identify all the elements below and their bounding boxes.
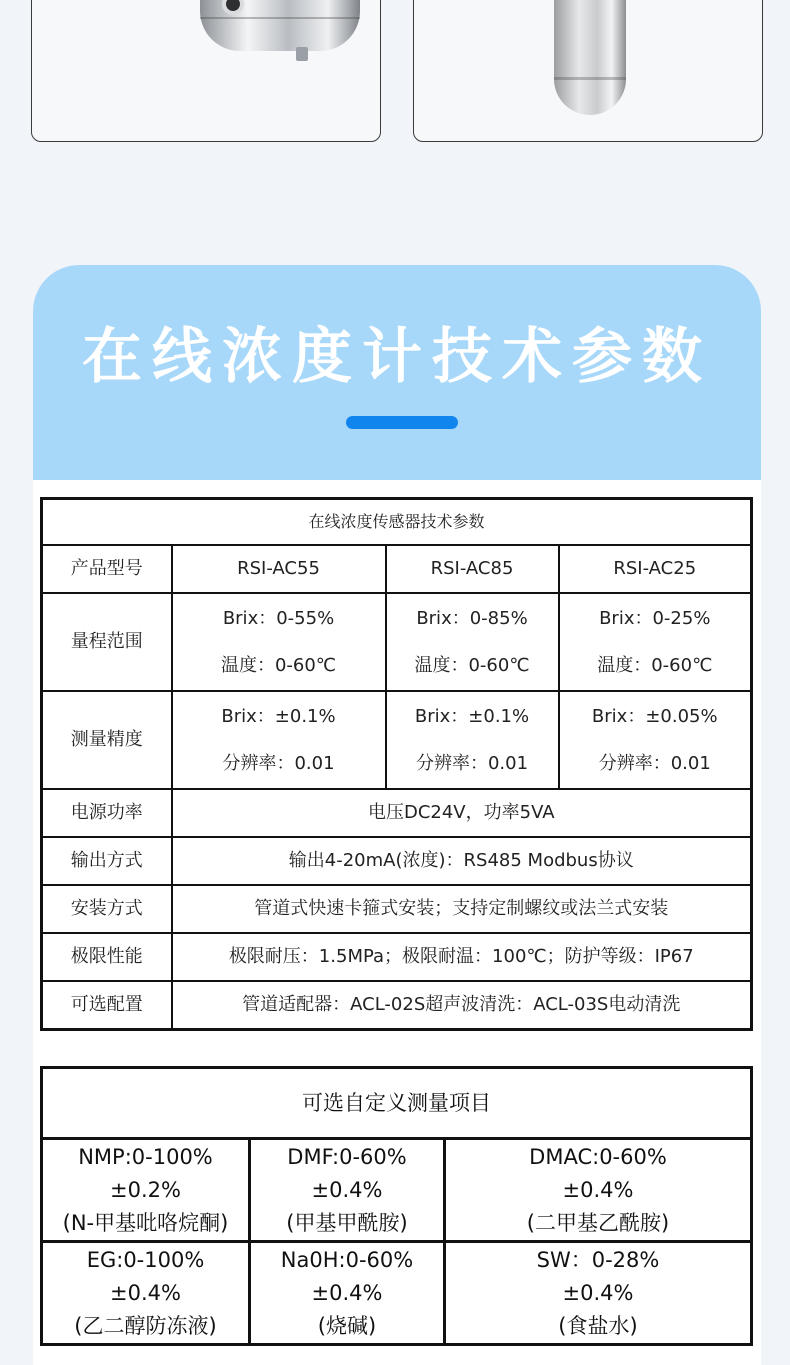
item-name: DMF:0-60% xyxy=(287,1144,407,1169)
limits-value: 极限耐压：1.5MPa；极限耐温：100℃；防护等级：IP67 xyxy=(172,933,752,981)
item-desc: (烧碱) xyxy=(317,1313,377,1338)
output-value: 输出4-20mA(浓度)：RS485 Modbus协议 xyxy=(172,837,752,885)
accuracy-resolution: 分辨率：0.01 xyxy=(415,752,529,774)
item-accuracy: ±0.4% xyxy=(562,1177,634,1202)
sensor-port xyxy=(226,0,240,11)
model-cell: RSI-AC25 xyxy=(559,545,752,593)
table-row xyxy=(42,1242,752,1345)
accuracy-resolution: 分辨率：0.01 xyxy=(222,752,335,774)
table-row xyxy=(42,593,752,691)
accuracy-cell xyxy=(559,691,752,789)
custom-item xyxy=(250,1139,445,1242)
item-accuracy: ±0.4% xyxy=(110,1280,181,1305)
sensor-probe-image xyxy=(200,0,360,51)
options-value: 管道适配器：ACL-02S超声波清洗：ACL-03S电动清洗 xyxy=(172,981,752,1030)
item-accuracy: ±0.4% xyxy=(311,1177,383,1202)
range-brix: Brix：0-25% xyxy=(599,607,711,629)
accuracy-cell xyxy=(172,691,386,789)
custom-table-title: 可选自定义测量项目 xyxy=(42,1068,752,1139)
range-cell xyxy=(559,593,752,691)
item-accuracy: ±0.2% xyxy=(110,1177,181,1202)
custom-item xyxy=(250,1242,445,1345)
row-label-limits: 极限性能 xyxy=(42,933,172,981)
table-row xyxy=(42,933,752,981)
table-row xyxy=(42,545,752,593)
accuracy-resolution: 分辨率：0.01 xyxy=(598,752,711,774)
item-desc: (乙二醇防冻液) xyxy=(74,1313,217,1338)
product-card-right[interactable] xyxy=(413,0,763,142)
sensor-connector xyxy=(296,47,308,61)
item-desc: (食盐水) xyxy=(558,1313,638,1338)
accuracy-cell xyxy=(386,691,559,789)
table-row xyxy=(42,837,752,885)
item-accuracy: ±0.4% xyxy=(562,1280,634,1305)
item-name: Na0H:0-60% xyxy=(280,1247,414,1272)
item-name: EG:0-100% xyxy=(86,1247,205,1272)
table-row xyxy=(42,1139,752,1242)
custom-items-table xyxy=(40,1066,753,1346)
item-accuracy: ±0.4% xyxy=(311,1280,383,1305)
range-brix: Brix：0-55% xyxy=(222,607,335,629)
range-temp: 温度：0-60℃ xyxy=(597,654,713,676)
sensor-rod-image xyxy=(554,0,626,115)
table-row xyxy=(42,789,752,837)
custom-item xyxy=(42,1139,250,1242)
custom-item xyxy=(445,1242,752,1345)
accuracy-brix: Brix：±0.05% xyxy=(591,705,718,727)
range-cell xyxy=(172,593,386,691)
product-card-left[interactable] xyxy=(31,0,381,142)
item-name: NMP:0-100% xyxy=(78,1144,213,1169)
item-name: DMAC:0-60% xyxy=(529,1144,667,1169)
item-desc: (二甲基乙酰胺) xyxy=(526,1210,670,1235)
row-label-model: 产品型号 xyxy=(42,545,172,593)
title-underline xyxy=(346,416,458,429)
row-label-install: 安装方式 xyxy=(42,885,172,933)
table-row xyxy=(42,885,752,933)
row-label-options: 可选配置 xyxy=(42,981,172,1030)
model-cell: RSI-AC55 xyxy=(172,545,386,593)
range-cell xyxy=(386,593,559,691)
item-desc: (N-甲基吡咯烷酮) xyxy=(62,1210,229,1235)
custom-item xyxy=(445,1139,752,1242)
table-row xyxy=(42,691,752,789)
row-label-output: 输出方式 xyxy=(42,837,172,885)
range-temp: 温度：0-60℃ xyxy=(220,654,337,676)
custom-item xyxy=(42,1242,250,1345)
spec-header xyxy=(33,265,761,480)
section-title: 在线浓度计技术参数 xyxy=(82,322,712,392)
row-label-power: 电源功率 xyxy=(42,789,172,837)
install-value: 管道式快速卡箍式安装；支持定制螺纹或法兰式安装 xyxy=(172,885,752,933)
row-label-range: 量程范围 xyxy=(42,593,172,691)
spec-table-title: 在线浓度传感器技术参数 xyxy=(42,499,752,546)
accuracy-brix: Brix：±0.1% xyxy=(221,705,336,727)
accuracy-brix: Brix：±0.1% xyxy=(414,705,530,727)
power-value: 电压DC24V，功率5VA xyxy=(172,789,752,837)
range-temp: 温度：0-60℃ xyxy=(414,654,530,676)
item-desc: (甲基甲酰胺) xyxy=(286,1210,408,1235)
row-label-accuracy: 测量精度 xyxy=(42,691,172,789)
item-name: SW：0-28% xyxy=(536,1247,660,1272)
model-cell: RSI-AC85 xyxy=(386,545,559,593)
table-row xyxy=(42,981,752,1030)
spec-table xyxy=(40,497,753,1031)
range-brix: Brix：0-85% xyxy=(416,607,528,629)
